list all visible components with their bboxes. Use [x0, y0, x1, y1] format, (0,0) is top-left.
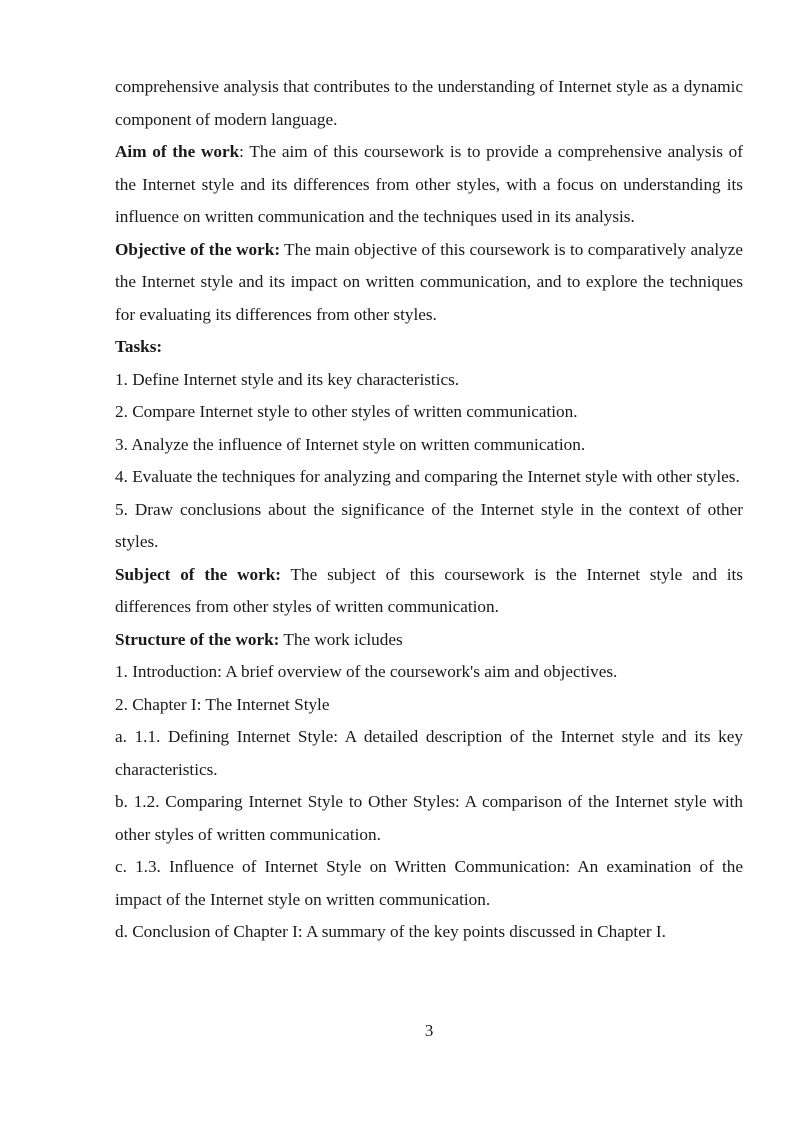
page-body [115, 71, 743, 949]
objective-paragraph [115, 234, 743, 332]
structure-item: a. 1.1. Defining Internet Style: A detailed description of the Internet style and its key characteristics. [115, 727, 743, 779]
task-item: 3. Analyze the influence of Internet style on written communication. [115, 434, 586, 454]
aim-text: : The aim of this coursework is to provide a comprehensive analysis of the Internet style and its differences from other styles, with a focus on understanding its influence on written communication and the techniques used in its analysis. [115, 142, 744, 226]
task-item: 2. Compare Internet style to other styles of written communication. [115, 402, 578, 421]
structure-label: Structure of the work: [115, 629, 280, 649]
subject-paragraph [115, 559, 743, 624]
tasks-heading: Tasks: [115, 337, 163, 356]
aim-paragraph [115, 136, 743, 234]
structure-paragraph [115, 624, 743, 657]
objective-text: The main objective of this coursework is to comparatively analyze the Internet style and its impact on written communication, and to explore the techniques for evaluating its differences from other styles. [115, 239, 743, 324]
objective-label: Objective of the work: [115, 239, 281, 259]
task-item: 4. Evaluate the techniques for analyzing and comparing the Internet style with other styles. [115, 467, 740, 486]
subject-label: Subject of the work: [115, 564, 282, 584]
structure-item: 1. Introduction: A brief overview of the coursework's aim and objectives. [115, 662, 618, 681]
page-number: 3 [424, 1021, 434, 1040]
structure-item: b. 1.2. Comparing Internet Style to Other Styles: A comparison of the Internet style with other styles of written communication. [115, 792, 743, 844]
structure-item: c. 1.3. Influence of Internet Style on Written Communication: An examination of the impact of the Internet style on written communication. [115, 857, 743, 909]
intro-continuation-paragraph: comprehensive analysis that contributes to the understanding of Internet style as a dynamic component of modern language. [115, 77, 743, 129]
aim-label: Aim of the work [115, 142, 240, 161]
structure-text: The work icludes [279, 629, 403, 649]
structure-item: d. Conclusion of Chapter I: A summary of the key points discussed in Chapter I. [115, 922, 666, 941]
subject-text: The subject of this coursework is the Internet style and its differences from other styles of written communication. [115, 564, 743, 616]
task-item: 5. Draw conclusions about the significance of the Internet style in the context of other styles. [115, 499, 743, 551]
task-item: 1. Define Internet style and its key characteristics. [115, 369, 460, 389]
structure-item: 2. Chapter I: The Internet Style [115, 694, 330, 714]
